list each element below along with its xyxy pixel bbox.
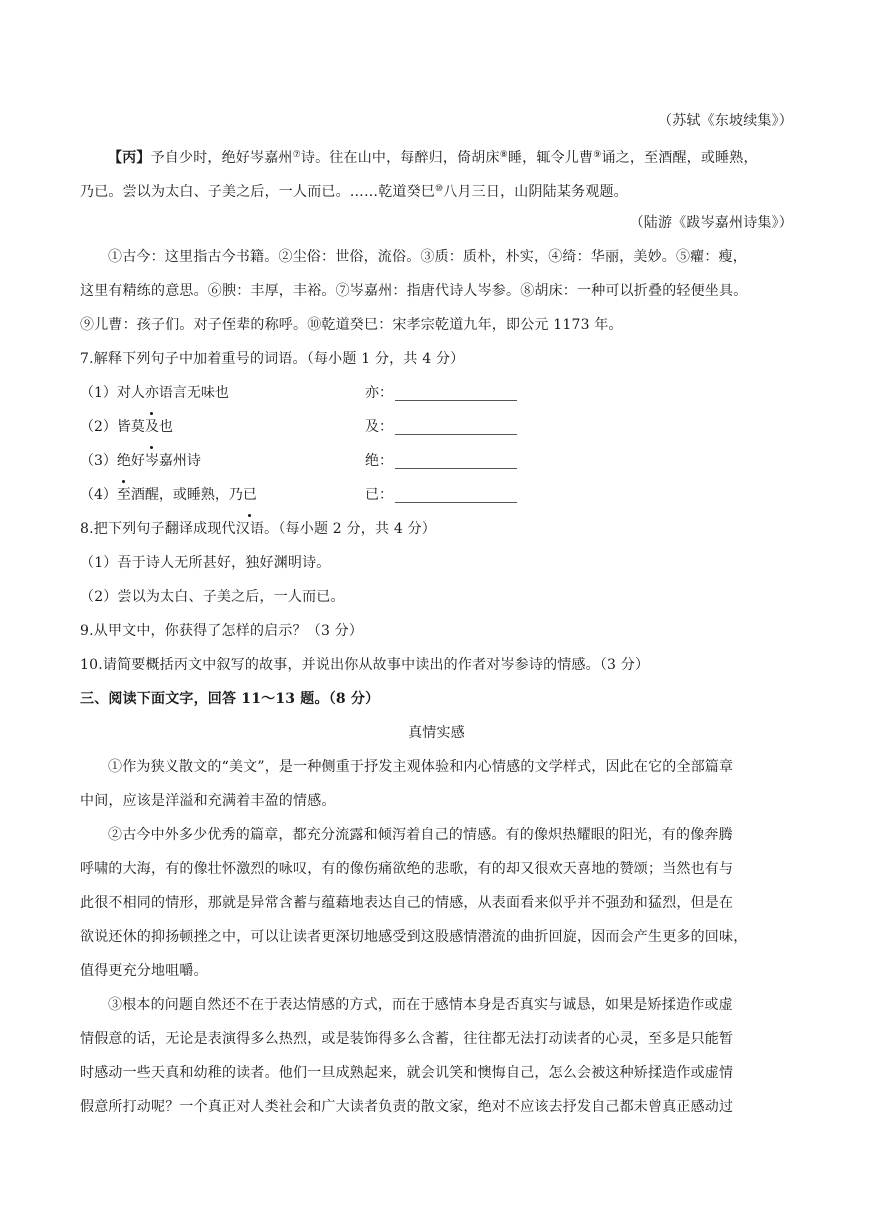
- source-citation-lu-you: （陆游《跋岑嘉州诗集》）: [629, 215, 793, 231]
- question-8-item: （1）吾于诗人无所甚好，独好渊明诗。: [80, 555, 331, 571]
- section-3-heading: 三、阅读下面文字，回答 11～13 题。（8 分）: [80, 691, 380, 707]
- question-7-item: [80, 410, 793, 444]
- annotation-line: ①古今：这里指古今书籍。②尘俗：世俗，流俗。③质：质朴，朴实，④绮：华丽，美妙。⑤癯：瘦，: [108, 249, 747, 265]
- document-page: [80, 104, 793, 1124]
- item-text: （2）皆莫: [80, 419, 145, 435]
- annotation-line: ⑨儿曹：孩子们。对子侄辈的称呼。⑩乾道癸巳：宋孝宗乾道九年，即公元 1173 年。: [80, 317, 623, 333]
- passage-bing-line-2: [80, 172, 793, 206]
- essay-paragraph-3-line: 假意所打动呢？一个真正对人类社会和广大读者负责的散文家，绝对不应该去抒发自己都未曾真正感动过: [80, 1099, 734, 1115]
- emphasized-word: 及: [145, 410, 159, 444]
- answer-blank[interactable]: [395, 420, 517, 435]
- essay-paragraph-3-line: 情假意的话，无论是表演得多么热烈，或是装饰得多么含蓄，往往都无法打动读者的心灵，至多是只能暂: [80, 1031, 734, 1047]
- passage-bing-text: 八月三日，山阴陆某务观题。: [443, 184, 628, 200]
- item-text: （3）: [80, 453, 117, 469]
- essay-paragraph-3-line: 时感动一些天真和幼稚的读者。他们一旦成熟起来，就会讥笑和懊悔自己，怎么会被这种矫揉造作或虚情: [80, 1065, 734, 1081]
- question-7-item: [80, 478, 793, 512]
- question-10: 10.请简要概括丙文中叙写的故事，并说出你从故事中读出的作者对岑参诗的情感。（3 分）: [80, 657, 650, 673]
- question-8-title: 8.把下列句子翻译成现代汉语。（每小题 2 分，共 4 分）: [80, 521, 436, 537]
- answer-label: 绝：: [365, 453, 393, 469]
- essay-paragraph-3-line: ③根本的问题自然还不在于表达情感的方式，而在于感情本身是否真实与诚恳，如果是矫揉造作或虚: [108, 997, 733, 1013]
- question-7-title: 7.解释下列句子中加着重号的词语。（每小题 1 分，共 4 分）: [80, 351, 465, 367]
- question-7-item: [80, 444, 793, 478]
- answer-blank[interactable]: [395, 386, 517, 401]
- essay-paragraph-1-line: 中间，应该是洋溢和充满着丰盈的情感。: [80, 793, 336, 809]
- item-text: （1）对人: [80, 385, 145, 401]
- footnote-marker: ⑦: [292, 150, 301, 160]
- item-text: 语言无味也: [158, 385, 229, 401]
- essay-paragraph-2-line: 此很不相同的情形，那就是异常含蓄与蕴藉地表达自己的情感，从表面看来似乎并不强劲和猛烈，但是在: [80, 895, 734, 911]
- emphasized-word: 绝: [117, 444, 131, 478]
- essay-paragraph-2-line: 值得更充分地咀嚼。: [80, 963, 208, 979]
- question-8-item: （2）尝以为太白、子美之后，一人而已。: [80, 589, 345, 605]
- emphasized-word: 已: [243, 478, 257, 512]
- footnote-marker: ⑩: [435, 184, 444, 194]
- passage-bing-line-1: [80, 138, 793, 172]
- passage-bing-text: 予自少时，绝好岑嘉州: [150, 150, 293, 166]
- item-text: 也: [158, 419, 173, 435]
- answer-blank[interactable]: [395, 488, 517, 503]
- passage-bing-text: 睡，辄令儿曹: [507, 150, 594, 166]
- essay-paragraph-2-line: 欲说还休的抑扬顿挫之中，可以让读者更深切地感受到这股感情潜流的曲折回旋，因而会产生更多的回味，: [80, 929, 748, 945]
- passage-bing-text: 诵之，至酒醒，或睡熟，: [601, 150, 758, 166]
- passage-bing-text: 诗。往在山中，每醉归，倚胡床: [300, 150, 500, 166]
- footnote-marker: ⑨: [593, 150, 602, 160]
- question-7-item: [80, 376, 793, 410]
- passage-bing-text: 乃已。尝以为太白、子美之后，一人而已。……乾道癸巳: [80, 184, 435, 200]
- annotation-line: 这里有精练的意思。⑥腴：丰厚，丰裕。⑦岑嘉州：指唐代诗人岑参。⑧胡床：一种可以折叠的轻便坐具。: [80, 283, 748, 299]
- essay-paragraph-2-line: 呼啸的大海，有的像壮怀激烈的咏叹，有的像伤痛欲绝的悲歌，有的却又很欢天喜地的赞颂；当然也有与: [80, 861, 734, 877]
- item-text: （4）至酒醒，或睡熟，乃: [80, 487, 243, 503]
- item-text: 好岑嘉州诗: [130, 453, 201, 469]
- passage-bing-label: 【丙】: [108, 150, 151, 166]
- emphasized-word: 亦: [145, 376, 159, 410]
- answer-label: 及：: [365, 419, 393, 435]
- footnote-marker: ⑧: [499, 150, 508, 160]
- question-9: 9.从甲文中，你获得了怎样的启示？（3 分）: [80, 623, 364, 639]
- answer-label: 已：: [365, 487, 393, 503]
- answer-blank[interactable]: [395, 454, 517, 469]
- essay-title: 真情实感: [408, 725, 465, 741]
- essay-paragraph-1-line: ①作为狭义散文的“美文”，是一种侧重于抒发主观体验和内心情感的文学样式，因此在它的全部篇章: [108, 759, 734, 775]
- source-citation-su-shi: （苏轼《东坡续集》）: [658, 113, 793, 129]
- answer-label: 亦：: [365, 385, 393, 401]
- essay-paragraph-2-line: ②古今中外多少优秀的篇章，都充分流露和倾泻着自己的情感。有的像炽热耀眼的阳光，有的像奔腾: [108, 827, 733, 843]
